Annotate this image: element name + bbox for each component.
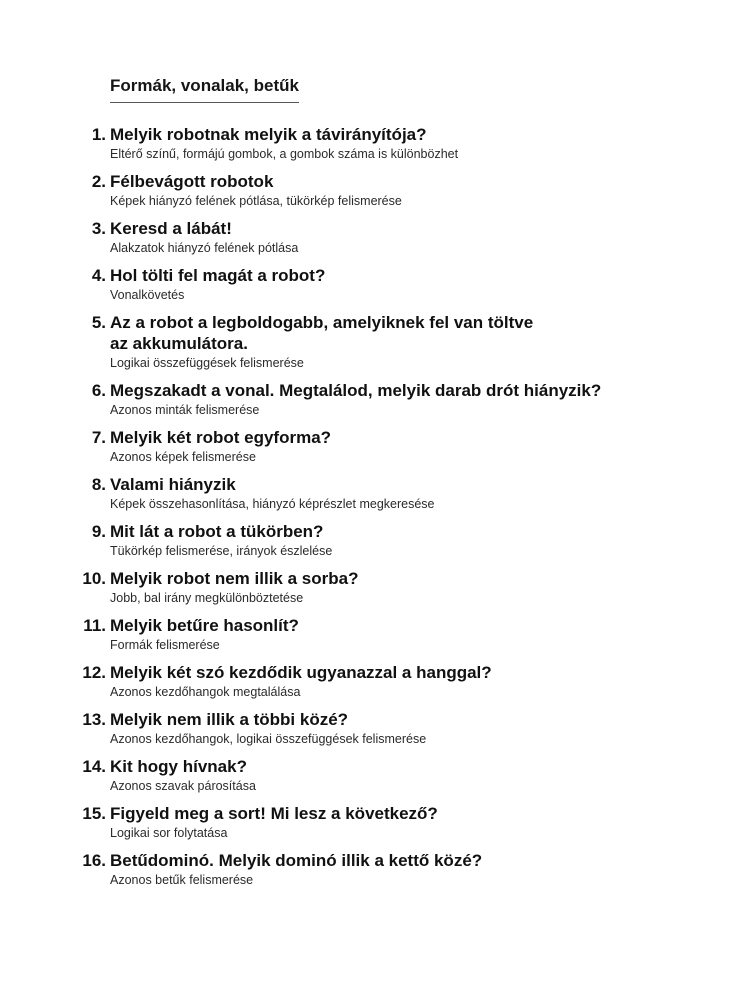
entry-title: Melyik két szó kezdődik ugyanazzal a hanggal? [110,663,492,682]
entry-title: Figyeld meg a sort! Mi lesz a következő? [110,804,438,823]
toc-entry [72,265,692,303]
toc-entry [72,850,692,888]
toc-entry [72,474,692,512]
entry-title: Mit lát a robot a tükörben? [110,522,324,541]
entry-description: Képek hiányzó felének pótlása, tükörkép felismerése [110,194,402,208]
entry-title: Hol tölti fel magát a robot? [110,266,326,285]
entry-description: Azonos kezdőhangok, logikai összefüggések felismerése [110,732,427,746]
entry-description: Jobb, bal irány megkülönböztetése [110,591,304,605]
entry-number: 16. [82,851,106,870]
toc-entry [72,662,692,700]
entry-number: 5. [91,313,106,332]
entry-number: 7. [91,428,106,447]
toc-entry [72,380,692,418]
toc-entry [72,803,692,841]
toc-entry [72,171,692,209]
entry-title: Megszakadt a vonal. Megtalálod, melyik darab drót hiányzik? [110,381,602,400]
entry-description: Azonos minták felismerése [110,403,260,417]
entry-title: Keresd a lábát! [110,219,232,238]
toc-entry [72,312,692,371]
entry-number: 1. [91,125,106,144]
entry-title: Melyik nem illik a többi közé? [110,710,349,729]
entry-number: 6. [91,381,106,400]
entry-title: Az a robot a legboldogabb, amelyiknek fel van töltve [110,313,534,332]
entry-description: Azonos kezdőhangok megtalálása [110,685,301,699]
entry-number: 13. [82,710,106,729]
entry-title: Félbevágott robotok [110,172,274,191]
entry-title: Melyik robotnak melyik a távirányítója? [110,125,427,144]
entry-title: Kit hogy hívnak? [110,757,247,776]
entry-title: Melyik betűre hasonlít? [110,616,299,635]
entry-description: Képek összehasonlítása, hiányzó képrészlet megkeresése [110,497,435,511]
entry-number: 12. [82,663,106,682]
toc-entry [72,615,692,653]
entry-number: 14. [82,757,106,776]
entry-title: Betűdominó. Melyik dominó illik a kettő közé? [110,851,483,870]
toc-entry [72,521,692,559]
entry-description: Logikai összefüggések felismerése [110,356,304,370]
toc-entry [72,427,692,465]
entry-number: 9. [91,522,106,541]
entry-description: Logikai sor folytatása [110,826,228,840]
entry-title: Valami hiányzik [110,475,236,494]
entry-title: Melyik robot nem illik a sorba? [110,569,359,588]
toc-entry [72,709,692,747]
entry-description: Tükörkép felismerése, irányok észlelése [110,544,333,558]
entry-description: Azonos szavak párosítása [110,779,256,793]
entry-description: Formák felismerése [110,638,220,652]
toc-entry [72,756,692,794]
section-title: Formák, vonalak, betűk [110,76,299,103]
entry-title: Melyik két robot egyforma? [110,428,332,447]
entry-number: 4. [91,266,106,285]
entry-number: 3. [91,219,106,238]
toc-entry [72,568,692,606]
entry-description: Eltérő színű, formájú gombok, a gombok száma is különbözhet [110,147,459,161]
entry-description: Alakzatok hiányzó felének pótlása [110,241,299,255]
entry-number: 15. [82,804,106,823]
entry-number: 8. [91,475,106,494]
toc-entry [72,124,692,162]
entry-description: Vonalkövetés [110,288,185,302]
toc-entry [72,218,692,256]
table-of-contents [72,124,692,897]
entry-number: 10. [82,569,106,588]
entry-number: 2. [91,172,106,191]
entry-number: 11. [83,616,106,635]
entry-description: Azonos betűk felismerése [110,873,254,887]
entry-description: Azonos képek felismerése [110,450,256,464]
entry-title-continuation: az akkumulátora. [110,334,248,353]
